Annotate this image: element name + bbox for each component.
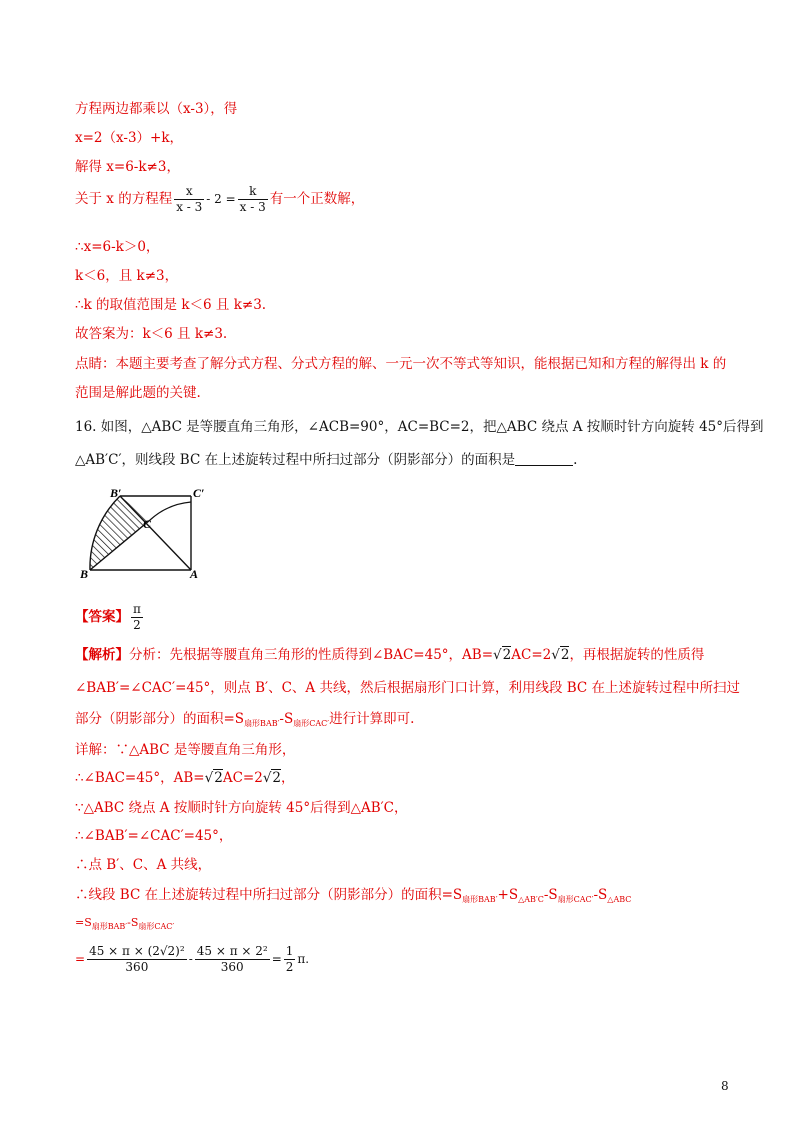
final-equals: = [75, 952, 86, 966]
fraction-lhs [174, 184, 204, 215]
detail2-sqrt-1: 2 [214, 770, 223, 786]
detail6-text-b: +S [497, 887, 519, 903]
question-line-1: 16. 如图，△ABC 是等腰直角三角形，∠ACB=90°，AC=BC=2，把△ABC 绕点 A 按顺时针方向旋转 45°后得到 [75, 419, 764, 435]
fraction-lhs-den: x - 3 [176, 200, 203, 214]
detail6-sub-4: △ABC [607, 895, 632, 904]
equation-line [75, 184, 364, 215]
detail2-text-a: ∴∠BAC=45°，AB= [75, 770, 205, 786]
comment-line-1: 点睛：本题主要考查了解分式方程、分式方程的解、一元一次不等式等知识，能根据已知和方程的解得出 k 的 [75, 356, 727, 372]
arc-inner [150, 502, 191, 520]
label-a: A [190, 567, 199, 581]
label-c-prime: C′ [193, 486, 205, 500]
final-calculation [75, 944, 309, 975]
final-result-fraction [284, 944, 296, 975]
analysis3-sub-2: 扇形CAC′ [293, 719, 330, 728]
comment-line-2: 范围是解此题的关键. [75, 385, 201, 401]
final-minus: - [188, 952, 193, 966]
detail-line-2: ∴∠BAC=45°，AB=√2AC=2√2， [75, 770, 295, 786]
analysis-text-a: 分析：先根据等腰直角三角形的性质得到∠BAC=45°，AB= [129, 647, 494, 663]
analysis-sqrt-1: 2 [502, 647, 512, 663]
final-fraction-2 [195, 944, 270, 975]
analysis3-sub-1: 扇形BAB′ [244, 719, 280, 728]
final-result-den: 2 [285, 960, 294, 974]
answer-tag: 【答案】 [75, 609, 129, 625]
final-fraction-1-den: 360 [87, 959, 187, 975]
detail2-sqrt-2: 2 [272, 770, 282, 786]
label-b-prime: B′ [110, 486, 122, 500]
detail6-sub-3: 扇形CAC′ [557, 895, 594, 904]
shaded-region [90, 496, 150, 570]
fraction-rhs-den: x - 3 [239, 200, 266, 214]
fraction-lhs-num: x [185, 184, 193, 198]
analysis3-text-c: 进行计算即可. [329, 711, 415, 727]
geometry-figure [80, 484, 220, 584]
final-fraction-2-den: 360 [195, 959, 270, 975]
final-fraction-1 [87, 944, 187, 975]
label-b: B [80, 567, 89, 581]
analysis-line-2: ∠BAB′=∠CAC′=45°，则点 B′、C、A 共线，然后根据扇形门口计算，利用线段 BC 在上述旋转过程中所扫过 [75, 680, 741, 696]
question-text: △AB′C′，则线段 BC 在上述旋转过程中所扫过部分（阴影部分）的面积是 [75, 452, 516, 468]
detail-line-1: 详解：∵△ABC 是等腰直角三角形， [75, 742, 296, 758]
final-fraction-2-num: 45 × π × 2² [196, 944, 268, 958]
analysis-line-1: 【解析】分析：先根据等腰直角三角形的性质得到∠BAC=45°，AB=√2AC=2√2，再根据旋转的性质得 [75, 647, 705, 663]
text-line-7: ∴k 的取值范围是 k＜6 且 k≠3. [75, 297, 267, 313]
fraction-rhs [238, 184, 268, 215]
detail-line-6 [75, 886, 631, 906]
detail-line-7 [75, 914, 174, 933]
analysis-line-3 [75, 710, 414, 730]
equation-minus-two: - 2 = [206, 192, 236, 206]
detail-line-3: ∵△ABC 绕点 A 按顺时针方向旋转 45°后得到△AB′C， [75, 800, 408, 816]
answer-line [75, 602, 145, 633]
text-line-1: 方程两边都乘以（x-3），得 [75, 101, 238, 117]
answer-den: 2 [131, 617, 143, 633]
detail6-sub-1: 扇形BAB′ [462, 895, 498, 904]
question-end: . [573, 452, 578, 468]
question-line-2 [75, 451, 577, 469]
answer-blank [515, 451, 573, 466]
detail2-text-b: AC=2 [222, 770, 263, 786]
detail6-text-c: -S [543, 887, 558, 903]
detail6-text-d: -S [593, 887, 608, 903]
answer-fraction [131, 602, 143, 633]
text-line-3: 解得 x=6-k≠3， [75, 159, 180, 175]
final-result-num: 1 [285, 944, 294, 958]
detail7-sub-1: 扇形BAB′ [91, 922, 128, 931]
detail6-text-a: ∴线段 BC 在上述旋转过程中所扫过部分（阴影部分）的面积=S [75, 887, 463, 903]
detail7-sub-2: 扇形CAC′ [138, 922, 175, 931]
detail6-sub-2: △AB′C [518, 895, 544, 904]
analysis-tag: 【解析】 [75, 647, 129, 663]
page-number: 8 [721, 1079, 729, 1093]
text-line-2: x=2（x-3）+k， [75, 130, 184, 146]
analysis3-text-b: -S [279, 711, 294, 727]
detail-line-5: ∴点 B′、C、A 共线， [75, 857, 212, 873]
equation-suffix: 有一个正数解， [269, 191, 365, 207]
label-c: C [143, 517, 152, 531]
analysis-text-c: ，再根据旋转的性质得 [569, 647, 705, 663]
text-line-8: 故答案为：k＜6 且 k≠3. [75, 326, 228, 342]
final-equals-2: = [271, 952, 282, 966]
equation-prefix: 关于 x 的方程程 [75, 191, 173, 207]
analysis-sqrt-2: 2 [560, 647, 570, 663]
final-fraction-1-num: 45 × π × (2√2)² [89, 944, 185, 958]
detail7-text-b: -S [127, 916, 139, 929]
analysis-text-b: AC=2 [511, 647, 552, 663]
final-pi: π. [297, 952, 310, 966]
detail7-text-a: =S [75, 916, 92, 929]
detail-line-4: ∴∠BAB′=∠CAC′=45°， [75, 828, 233, 844]
answer-num: π [133, 602, 141, 616]
detail2-text-c: ， [281, 770, 295, 786]
analysis3-text-a: 部分（阴影部分）的面积=S [75, 711, 245, 727]
text-line-6: k＜6，且 k≠3， [75, 268, 179, 284]
fraction-rhs-num: k [249, 184, 257, 198]
text-line-5: ∴x=6-k＞0， [75, 239, 160, 255]
